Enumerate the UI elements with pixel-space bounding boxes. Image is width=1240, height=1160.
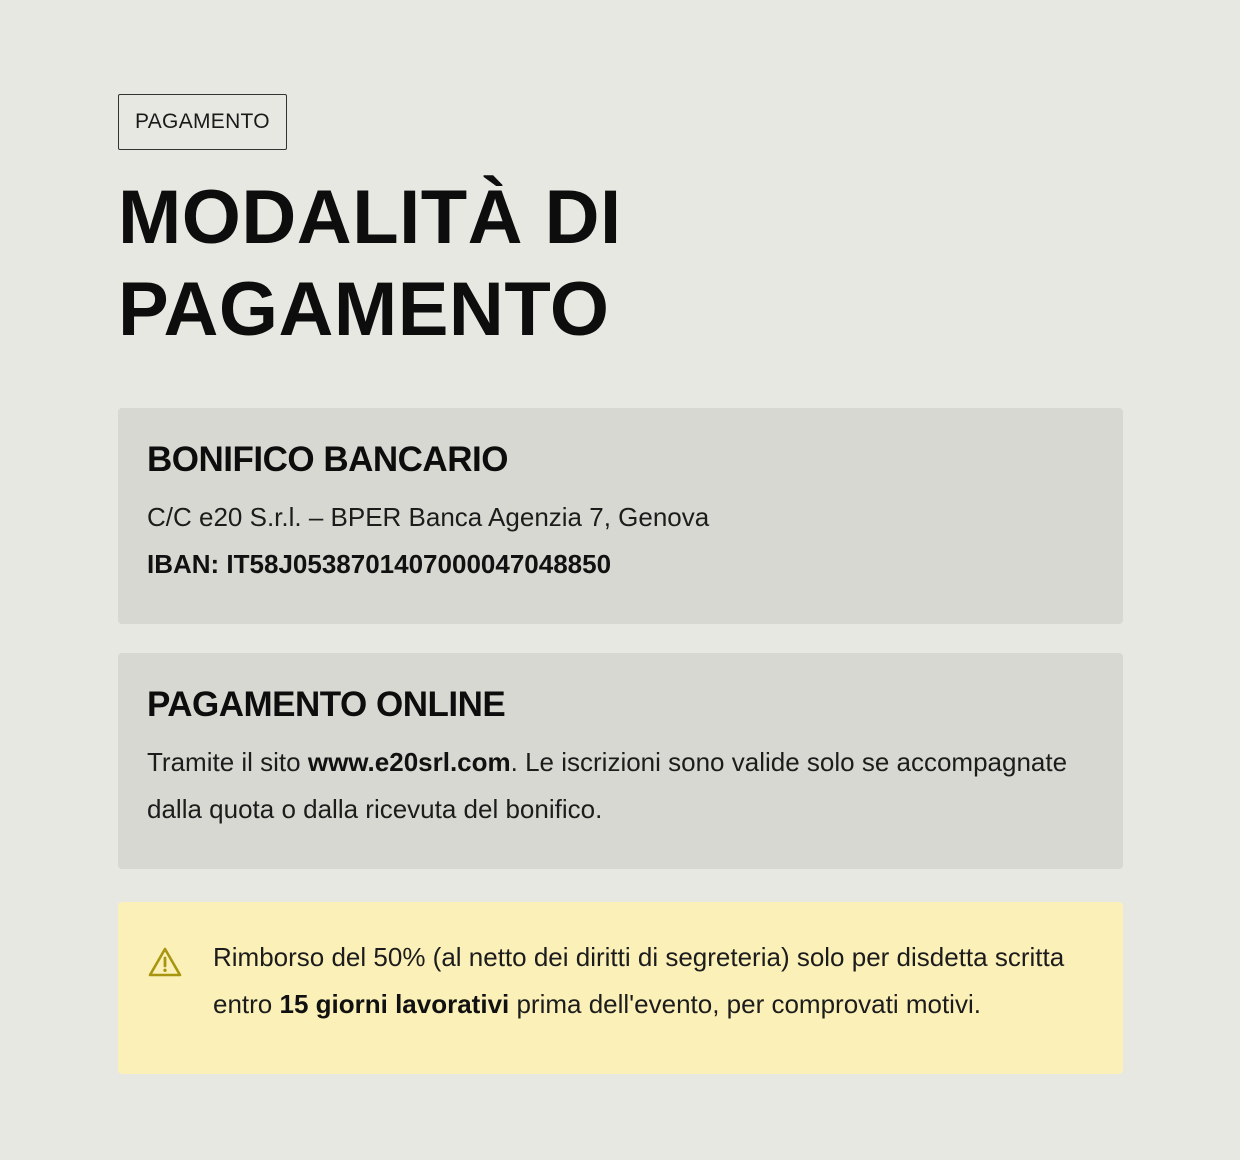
refund-deadline: 15 giorni lavorativi xyxy=(279,989,510,1019)
online-payment-text-start: Tramite il sito xyxy=(147,747,308,777)
bank-transfer-card xyxy=(118,408,1123,624)
refund-notice-text-end: prima dell'evento, per comprovati motivi. xyxy=(509,989,981,1019)
refund-notice xyxy=(118,902,1123,1074)
bank-account-info: C/C e20 S.r.l. – BPER Banca Agenzia 7, Genova xyxy=(147,502,710,532)
online-payment-text xyxy=(147,739,1094,833)
section-tag: PAGAMENTO xyxy=(118,94,287,150)
bank-transfer-details xyxy=(147,494,1094,588)
online-payment-card xyxy=(118,653,1123,869)
online-payment-text-end: . Le iscrizioni sono valide solo se accompagnate dalla quota o dalla ricevuta del bonifico. xyxy=(147,747,1068,824)
payment-section xyxy=(118,94,1123,1074)
iban: IBAN: IT58J0538701407000047048850 xyxy=(147,549,612,579)
page-title-line-2: PAGAMENTO xyxy=(118,267,610,352)
warning-icon xyxy=(148,947,182,977)
website-link: www.e20srl.com xyxy=(307,747,511,777)
bank-transfer-title: BONIFICO BANCARIO xyxy=(147,440,508,479)
online-payment-title: PAGAMENTO ONLINE xyxy=(147,685,506,724)
page-title xyxy=(118,172,1123,356)
refund-notice-text xyxy=(213,934,1083,1028)
refund-notice-text-start: Rimborso del 50% (al netto dei diritti di segreteria) solo per disdetta scritta entro xyxy=(213,942,1065,1019)
page-title-line-1: MODALITÀ DI xyxy=(118,175,622,260)
